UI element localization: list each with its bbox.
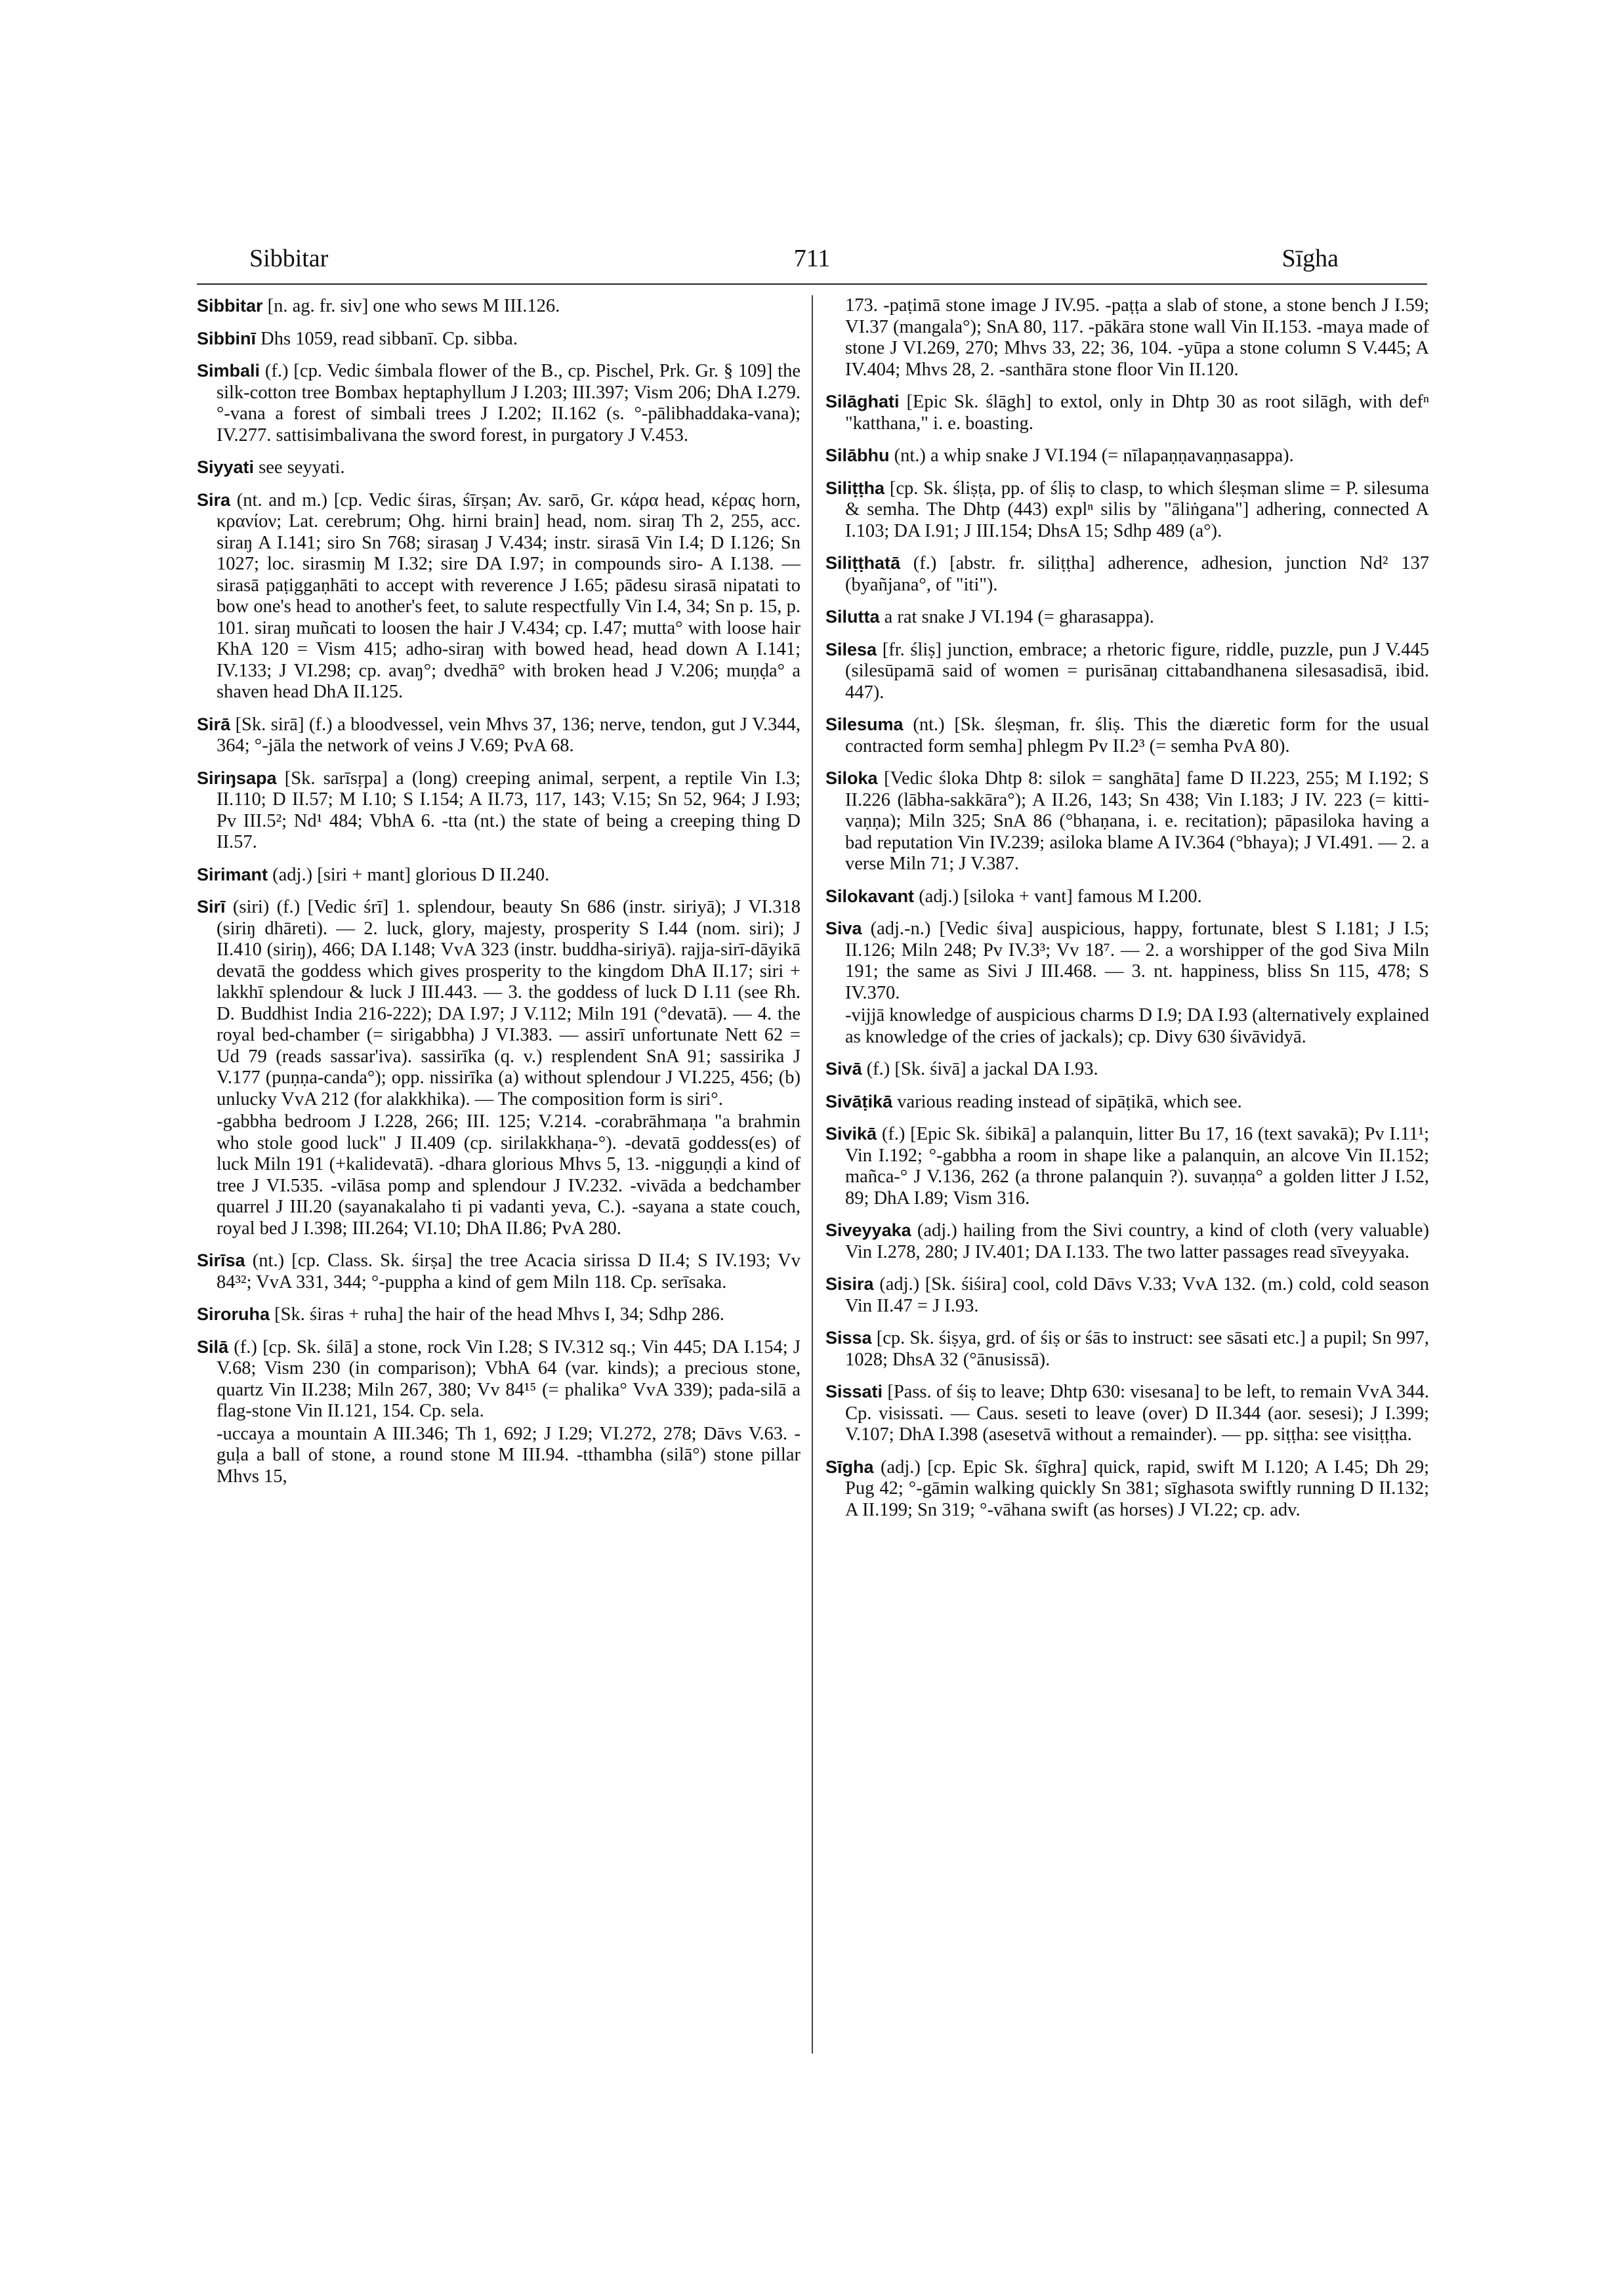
entry-headword: Sivāṭikā [825, 1091, 893, 1111]
header-first-headword: Sibbitar [249, 245, 329, 272]
entry-definition: [fr. śliṣ] junction, embrace; a rhetoric figure, riddle, puzzle, pun J V.445 (silesūpamā said of women = purisānaŋ cittabandhanena silesasadisā, ibid. 447). [845, 639, 1429, 703]
dictionary-entry [197, 714, 801, 757]
column-divider [812, 295, 813, 2054]
dictionary-entry [825, 768, 1429, 875]
entry-headword: Sirimant [197, 864, 268, 884]
entry-definition: 173. -paṭimā stone image J IV.95. -paṭṭa a slab of stone, a stone bench J I.59; VI.37 (mangala°); SnA 80, 117. -pākāra stone wall Vin II.153. -maya made of stone J VI.269, 270; Mhvs 33, 22; 36, 104. -yūpa a stone column S V.445; A IV.404; Mhvs 28, 2. -santhāra stone floor Vin II.120. [845, 295, 1429, 380]
entry-compounds: -uccaya a mountain A III.346; Th 1, 692; J I.29; VI.272, 278; Dāvs V.63. -guḷa a ball of stone, a round stone M III.94. -tthambha (silā°) stone pillar Mhvs 15, [217, 1423, 801, 1487]
dictionary-entry [197, 489, 801, 703]
dictionary-entry [825, 1220, 1429, 1263]
entry-headword: Siriŋsapa [197, 768, 277, 788]
entry-definition: (nt.) a whip snake J VI.194 (= nīlapaṇṇavaṇṇasappa). [889, 445, 1294, 466]
entry-definition: [Vedic śloka Dhtp 8: silok = sanghāta] fame D II.223, 255; M I.192; S II.226 (lābha-sakkāra°); A II.26, 143; Sn 438; Vin I.183; J IV. 223 (= kitti-vaṇṇa); Miln 325; SnA 86 (°bhaṇana, i. e. recitation); pāpasiloka having a bad reputation Vin IV.239; asiloka blame A IV.364 (°bhaya); J VI.491. — 2. a verse Miln 71; J V.387. [845, 768, 1429, 874]
dictionary-entry [197, 1336, 801, 1488]
entry-definition: (f.) [cp. Sk. śilā] a stone, rock Vin I.28; S IV.312 sq.; Vin 445; DA I.154; J V.68; Vism 230 (in comparison); VbhA 64 (var. kinds); a precious stone, quartz Vin II.238; Miln 267, 380; Vv 84¹⁵ (= phalika° VvA 339); pada-silā a flag-stone Vin II.121, 154. Cp. sela. [217, 1336, 801, 1421]
right-column [825, 295, 1429, 1531]
entry-definition: (nt.) [cp. Class. Sk. śirṣa] the tree Acacia sirissa D II.4; S IV.193; Vv 84³²; VvA 331, 344; °-puppha a kind of gem Miln 118. Cp. serīsaka. [217, 1251, 801, 1292]
header-last-headword: Sīgha [1281, 245, 1339, 272]
dictionary-entry [825, 1273, 1429, 1317]
dictionary-entry [825, 606, 1429, 629]
entry-definition: [cp. Sk. śiṣya, grd. of śiṣ or śās to instruct: see sāsati etc.] a pupil; Sn 997, 1028; DhsA 32 (°ānusissā). [845, 1328, 1429, 1370]
entry-definition: (adj.) [cp. Epic Sk. śīghra] quick, rapid, swift M I.120; A I.45; Dh 29; Pug 42; °-gāmin walking quickly Sn 381; sīghasota swiftly running D II.132; A II.199; Sn 319; °-vāhana swift (as horses) J VI.22; cp. adv. [845, 1457, 1429, 1520]
entry-headword: Sirī [197, 897, 226, 917]
dictionary-entry [197, 896, 801, 1239]
entry-headword: Sirīsa [197, 1251, 245, 1270]
entry-definition: (adj.) [siri + mant] glorious D II.240. [268, 864, 550, 885]
entry-headword: Sira [197, 489, 231, 510]
entry-headword: Sibbinī [197, 328, 256, 348]
dictionary-entry [825, 1457, 1429, 1521]
entry-definition: Dhs 1059, read sibbanī. Cp. sibba. [256, 328, 518, 349]
entry-headword: Sissati [825, 1382, 883, 1401]
dictionary-entry [825, 1058, 1429, 1081]
header-rule [197, 283, 1427, 285]
entry-headword: Sirā [197, 714, 231, 734]
dictionary-entry [197, 768, 801, 854]
dictionary-entry [197, 457, 801, 479]
entry-definition: (f.) [abstr. fr. siliṭṭha] adherence, adhesion, junction Nd² 137 (byañjana°, of "iti"). [845, 553, 1429, 595]
dictionary-entry [197, 1304, 801, 1326]
entry-compounds: -vijjā knowledge of auspicious charms D I.9; DA I.93 (alternatively explained as knowledge of the cries of jackals); cp. Divy 630 śivāvidyā. [845, 1005, 1429, 1047]
entry-definition: (nt. and m.) [cp. Vedic śiras, śīrṣan; Av. sarō, Gr. κάρα head, κέρας horn, κρανίον; Lat. cerebrum; Ohg. hirni brain] head, nom. siraŋ Th 2, 255, acc. siraŋ A I.141; siro Sn 768; sirasaŋ J V.434; instr. sirasā Vin I.4; D I.126; Sn 1027; loc. sirasmiŋ M I.32; sire DA I.97; in compounds siro- A I.138. —sirasā paṭiggaṇhāti to accept with reverence J I.65; pādesu sirasā nipatati to bow one's head to another's feet, to salute respectfully Vin I.4, 34; Sn p. 15, p. 101. siraŋ muñcati to loosen the hair J V.434; cp. I.47; mutta° with loose hair KhA 120 = Vism 415; adho-siraŋ with bowed head, head down A I.141; IV.133; J VI.298; cp. avaŋ°; dvedhā° with broken head J V.206; muṇḍa° a shaven head DhA II.125. [217, 489, 801, 702]
page-number: 711 [793, 245, 831, 272]
entry-headword: Siyyati [197, 457, 255, 477]
left-column [197, 295, 801, 1498]
dictionary-entry [197, 295, 801, 318]
dictionary-entry [825, 714, 1429, 757]
entry-headword: Siloka [825, 768, 878, 788]
entry-definition: [cp. Sk. śliṣṭa, pp. of śliṣ to clasp, to which śleṣman slime = P. silesuma & semha. The Dhtp (443) explⁿ silis by "āliṅgana"] adhering, connected A I.103; DA I.91; J III.154; DhsA 15; Sdhp 489 (a°). [845, 478, 1429, 541]
entry-headword: Siliṭṭha [825, 478, 885, 498]
entry-headword: Silokavant [825, 886, 915, 906]
dictionary-entry [825, 639, 1429, 704]
entry-definition: [Pass. of śiṣ to leave; Dhtp 630: visesana] to be left, to remain VvA 344. Cp. visissati. — Caus. seseti to leave (over) D II.344 (aor. sesesi); J I.399; V.107; DhA I.398 (asesetvā without a remainder). — pp. siṭṭha: see visiṭṭha. [845, 1382, 1429, 1445]
dictionary-entry [197, 328, 801, 350]
dictionary-entry [825, 1381, 1429, 1446]
entry-headword: Silā [197, 1336, 229, 1357]
entry-headword: Silesuma [825, 714, 904, 734]
entry-definition: (adj.) hailing from the Sivi country, a kind of cloth (very valuable) Vin I.278, 280; J IV.401; DA I.133. The two latter passages read sīveyyaka. [845, 1220, 1429, 1262]
entry-definition: (siri) (f.) [Vedic śrī] 1. splendour, beauty Sn 686 (instr. siriyā); J VI.318 (siriŋ dhāreti). — 2. luck, glory, majesty, prosperity S I.44 (nom. siri); J II.410 (siriŋ), 466; DA I.148; VvA 323 (instr. buddha-siriyā). rajja-sirī-dāyikā devatā the goddess which gives prosperity to the kingdom DhA II.17; siri + lakkhī splendour & luck J III.443. — 3. the goddess of luck D I.11 (see Rh. D. Buddhist India 216-222); DA I.97; J V.112; Miln 191 (°devatā). — 4. the royal bed-chamber (= sirigabbha) J VI.383. — assirī unfortunate Nett 62 = Ud 79 (reads sassar'iva). sassirīka (q. v.) resplendent SnA 91; sassirika J V.177 (puṇṇa-canda°); opp. nissirīka (a) without splendour J VI.225, 456; (b) unlucky VvA 212 (for alakkhika). — The composition form is siri°. [217, 897, 801, 1109]
dictionary-entry [197, 864, 801, 886]
entry-definition: [Sk. sarīsṛpa] a (long) creeping animal, serpent, a reptile Vin I.3; II.110; D II.57; M I.10; S I.154; A II.73, 117, 143; V.15; Sn 52, 964; J I.93; Pv III.5²; Nd¹ 484; VbhA 6. -tta (nt.) the state of being a creeping thing D II.57. [217, 768, 801, 852]
entry-definition: [n. ag. fr. siv] one who sews M III.126. [262, 296, 560, 316]
entry-headword: Sissa [825, 1328, 872, 1348]
entry-definition: a rat snake J VI.194 (= gharasappa). [879, 607, 1154, 627]
entry-compounds: -gabbha bedroom J I.228, 266; III. 125; V.214. -corabrāhmaṇa "a brahmin who stole good luck" J II.409 (cp. sirilakkhaṇa-°). -devatā goddess(es) of luck Miln 191 (+kalidevatā). -dhara glorious Mhvs 5, 13. -nigguṇḍi a kind of tree J VI.535. -vilāsa pomp and splendour J IV.232. -vivāda a bedchamber quarrel J III.20 (sayanakalaho ti pi vadanti yeva, C.). -sayana a state couch, royal bed J I.398; III.264; VI.10; DhA II.86; PvA 280. [217, 1111, 801, 1239]
dictionary-entry [825, 1091, 1429, 1113]
entry-headword: Silāghati [825, 392, 900, 411]
entry-definition: [Epic Sk. ślāgh] to extol, only in Dhtp 30 as root silāgh, with defⁿ "katthana," i. e. boasting. [845, 392, 1429, 434]
dictionary-entry [825, 918, 1429, 1048]
entry-headword: Silesa [825, 639, 877, 659]
entry-definition: [Sk. sirā] (f.) a bloodvessel, vein Mhvs 37, 136; nerve, tendon, gut J V.344, 364; °-jāla the network of veins J V.69; PvA 68. [217, 714, 801, 756]
entry-headword: Sivā [825, 1059, 862, 1079]
entry-definition: (f.) [Sk. śivā] a jackal DA I.93. [862, 1059, 1098, 1079]
entry-definition: see seyyati. [254, 457, 345, 478]
dictionary-entry [825, 552, 1429, 596]
entry-headword: Silutta [825, 607, 880, 627]
entry-headword: Siroruha [197, 1304, 270, 1324]
entry-headword: Siveyyaka [825, 1220, 911, 1240]
entry-headword: Sisira [825, 1274, 874, 1294]
entry-headword: Simbali [197, 361, 260, 381]
dictionary-entry [197, 360, 801, 446]
entry-headword: Siliṭṭhatā [825, 553, 901, 573]
entry-definition: (adj.-n.) [Vedic śiva] auspicious, happy, fortunate, blest S I.181; J I.5; II.126; Miln 248; Pv IV.3³; Vv 18⁷. — 2. a worshipper of the god Siva Miln 191; the same as Sivi J III.468. — 3. nt. happiness, bliss Sn 115, 478; S IV.370. [845, 919, 1429, 1003]
dictionary-entry [825, 445, 1429, 467]
entry-headword: Silābhu [825, 445, 890, 465]
dictionary-entry [825, 886, 1429, 908]
entry-definition: [Sk. śiras + ruha] the hair of the head Mhvs I, 34; Sdhp 286. [270, 1304, 724, 1325]
dictionary-entry [825, 295, 1429, 381]
entry-definition: (adj.) [Sk. śiśira] cool, cold Dāvs V.33; VvA 132. (m.) cold, cold season Vin II.47 = J I.93. [845, 1274, 1429, 1316]
entry-headword: Siva [825, 919, 862, 938]
entry-definition: (nt.) [Sk. śleṣman, fr. śliṣ. This the diæretic form for the usual contracted form semha] phlegm Pv II.2³ (= semha PvA 80). [845, 714, 1429, 756]
entry-definition: (f.) [cp. Vedic śimbala flower of the B., cp. Pischel, Prk. Gr. § 109] the silk-cotton tree Bombax heptaphyllum J I.203; III.397; Vism 206; DhA I.279. °-vana a forest of simbali trees J I.202; II.162 (s. °-pālibhaddaka-vana); IV.277. sattisimbalivana the sword forest, in purgatory J V.453. [217, 361, 801, 445]
dictionary-entry [825, 1123, 1429, 1209]
dictionary-entry [197, 1250, 801, 1293]
page-header [197, 244, 1427, 283]
dictionary-entry [825, 1327, 1429, 1371]
dictionary-entry [825, 478, 1429, 543]
entry-definition: various reading instead of sipāṭikā, which see. [892, 1091, 1242, 1112]
entry-definition: (f.) [Epic Sk. śibikā] a palanquin, litter Bu 17, 16 (text savakā); Pv I.11¹; Vin I.192; °-gabbha a room in shape like a palanquin, an alcove Vin II.152; mañca-° J V.136, 262 (a throne palanquin ?). suvaṇṇa° a golden litter J I.52, 89; DhA I.89; Vism 316. [845, 1124, 1429, 1209]
entry-definition: (adj.) [siloka + vant] famous M I.200. [914, 886, 1202, 907]
entry-headword: Sibbitar [197, 296, 263, 316]
entry-headword: Sīgha [825, 1457, 874, 1477]
entry-headword: Sivikā [825, 1124, 877, 1144]
dictionary-entry [825, 391, 1429, 434]
